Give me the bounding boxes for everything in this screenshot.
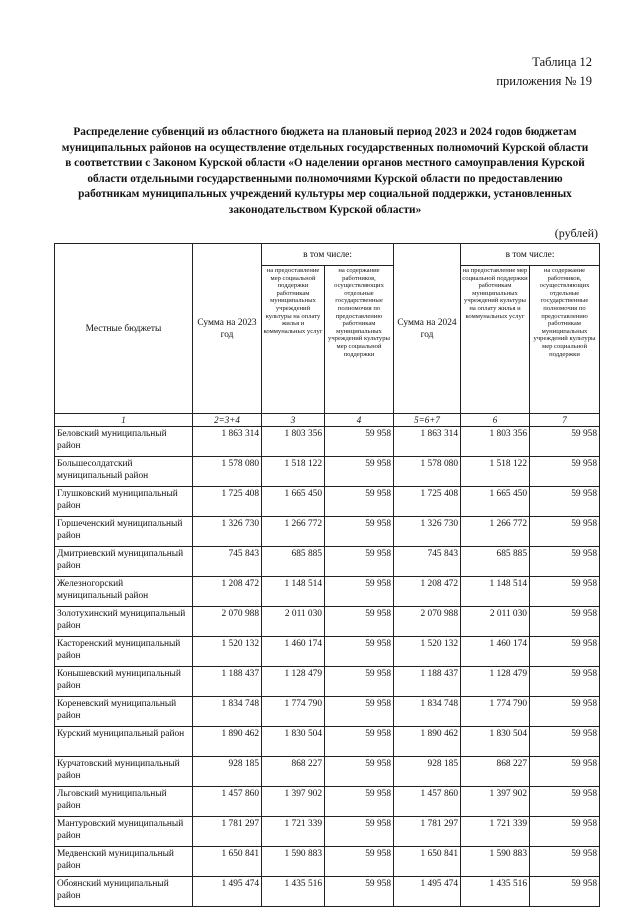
table-row (55, 877, 600, 907)
maintenance-2024-cell: 59 958 (530, 697, 600, 727)
sum-2023-cell: 1 890 462 (193, 727, 262, 757)
document-title: Распределение субвенций из областного бюджета на плановый период 2023 и 2024 годов бюджетам муниципальных районов на осуществление отдельных государственных полномочий Курской области в соответствии с Законом Курской области «О наделении органов местного самоуправления Курской области отдельными государственными полномочиями Курской области по предоставлению работникам муниципальных учреждений культуры мер социальной поддержки, установленных законодательством Курской области» (61, 126, 589, 216)
housing-2023-cell: 1 397 902 (262, 787, 325, 817)
housing-2023-cell: 1 128 479 (262, 667, 325, 697)
column-header-housing-2023: на предоставление мер социальной поддержки работникам муниципальных учреждений культуры на оплату жилья и коммунальных услуг (262, 266, 325, 414)
table-row (55, 727, 600, 757)
district-name-cell: Дмитриевский муниципальный район (55, 547, 193, 577)
table-row (55, 847, 600, 877)
table-number-label: Таблица 12 (532, 55, 592, 69)
housing-2024-cell: 1 266 772 (461, 517, 530, 547)
maintenance-2024-cell: 59 958 (530, 877, 600, 907)
sum-2024-cell: 1 578 080 (394, 457, 461, 487)
column-numbers-row (55, 414, 600, 427)
sum-2023-cell: 1 208 472 (193, 577, 262, 607)
sum-2024-cell: 2 070 988 (394, 607, 461, 637)
sum-2024-cell: 1 863 314 (394, 427, 461, 457)
housing-2024-cell: 1 830 504 (461, 727, 530, 757)
maintenance-2023-cell: 59 958 (325, 667, 394, 697)
maintenance-2023-cell: 59 958 (325, 427, 394, 457)
housing-2023-cell: 868 227 (262, 757, 325, 787)
table-row (55, 577, 600, 607)
maintenance-2024-cell: 59 958 (530, 487, 600, 517)
housing-2023-cell: 1 830 504 (262, 727, 325, 757)
maintenance-2024-cell: 59 958 (530, 457, 600, 487)
district-name-cell: Конышевский муниципальный район (55, 667, 193, 697)
housing-2023-cell: 1 435 516 (262, 877, 325, 907)
district-name-cell: Золотухинский муниципальный район (55, 607, 193, 637)
maintenance-2023-cell: 59 958 (325, 637, 394, 667)
housing-2024-cell: 868 227 (461, 757, 530, 787)
housing-2024-cell: 685 885 (461, 547, 530, 577)
sum-2023-cell: 1 863 314 (193, 427, 262, 457)
maintenance-2023-cell: 59 958 (325, 727, 394, 757)
district-name-cell: Курчатовский муниципальный район (55, 757, 193, 787)
housing-2024-cell: 1 518 122 (461, 457, 530, 487)
maintenance-2023-cell: 59 958 (325, 607, 394, 637)
sum-2023-cell: 1 725 408 (193, 487, 262, 517)
housing-2024-cell: 1 721 339 (461, 817, 530, 847)
sum-2023-cell: 2 070 988 (193, 607, 262, 637)
maintenance-2023-cell: 59 958 (325, 577, 394, 607)
table-row (55, 457, 600, 487)
maintenance-2023-cell: 59 958 (325, 847, 394, 877)
maintenance-2023-cell: 59 958 (325, 787, 394, 817)
housing-2023-cell: 1 590 883 (262, 847, 325, 877)
district-name-cell: Обоянский муниципальный район (55, 877, 193, 907)
district-name-cell: Льговский муниципальный район (55, 787, 193, 817)
sum-2024-cell: 1 326 730 (394, 517, 461, 547)
table-row (55, 637, 600, 667)
column-number: 1 (55, 414, 193, 427)
maintenance-2024-cell: 59 958 (530, 787, 600, 817)
maintenance-2023-cell: 59 958 (325, 817, 394, 847)
sum-2024-cell: 1 834 748 (394, 697, 461, 727)
column-number: 6 (461, 414, 530, 427)
maintenance-2024-cell: 59 958 (530, 667, 600, 697)
district-name-cell: Мантуровский муниципальный район (55, 817, 193, 847)
housing-2024-cell: 1 435 516 (461, 877, 530, 907)
district-name-cell: Курский муниципальный район (55, 727, 193, 757)
housing-2023-cell: 1 774 790 (262, 697, 325, 727)
column-header-in-that-number-2023: в том числе: (262, 244, 394, 266)
housing-2024-cell: 1 397 902 (461, 787, 530, 817)
sum-2023-cell: 1 834 748 (193, 697, 262, 727)
sum-2024-cell: 1 188 437 (394, 667, 461, 697)
sum-2024-cell: 1 457 860 (394, 787, 461, 817)
housing-2023-cell: 1 518 122 (262, 457, 325, 487)
housing-2023-cell: 1 266 772 (262, 517, 325, 547)
sum-2024-cell: 745 843 (394, 547, 461, 577)
housing-2024-cell: 1 774 790 (461, 697, 530, 727)
table-row (55, 757, 600, 787)
district-name-cell: Горшеченский муниципальный район (55, 517, 193, 547)
maintenance-2023-cell: 59 958 (325, 697, 394, 727)
housing-2024-cell: 1 128 479 (461, 667, 530, 697)
column-header-budgets: Местные бюджеты (55, 244, 193, 414)
housing-2024-cell: 2 011 030 (461, 607, 530, 637)
maintenance-2023-cell: 59 958 (325, 547, 394, 577)
housing-2023-cell: 1 148 514 (262, 577, 325, 607)
maintenance-2024-cell: 59 958 (530, 757, 600, 787)
housing-2023-cell: 1 460 174 (262, 637, 325, 667)
sum-2023-cell: 1 457 860 (193, 787, 262, 817)
sum-2023-cell: 1 495 474 (193, 877, 262, 907)
table-row (55, 547, 600, 577)
maintenance-2024-cell: 59 958 (530, 577, 600, 607)
housing-2023-cell: 685 885 (262, 547, 325, 577)
subventions-table (54, 243, 600, 907)
housing-2024-cell: 1 803 356 (461, 427, 530, 457)
maintenance-2024-cell: 59 958 (530, 607, 600, 637)
district-name-cell: Беловский муниципальный район (55, 427, 193, 457)
sum-2024-cell: 1 650 841 (394, 847, 461, 877)
housing-2023-cell: 1 665 450 (262, 487, 325, 517)
column-header-sum-2024: Сумма на 2024 год (394, 244, 461, 414)
district-name-cell: Кореневский муниципальный район (55, 697, 193, 727)
sum-2024-cell: 1 890 462 (394, 727, 461, 757)
units-label: (рублей) (554, 226, 598, 240)
sum-2024-cell: 1 781 297 (394, 817, 461, 847)
housing-2024-cell: 1 148 514 (461, 577, 530, 607)
sum-2023-cell: 1 326 730 (193, 517, 262, 547)
column-header-maintenance-2023: на содержание работников, осуществляющих отдельные государственные полномочия по предоставлению работникам муниципальных учреждений культуры мер социальной поддержки (325, 266, 394, 414)
maintenance-2024-cell: 59 958 (530, 727, 600, 757)
maintenance-2024-cell: 59 958 (530, 817, 600, 847)
column-number: 4 (325, 414, 394, 427)
district-name-cell: Большесолдатский муниципальный район (55, 457, 193, 487)
sum-2024-cell: 1 495 474 (394, 877, 461, 907)
table-row (55, 667, 600, 697)
maintenance-2024-cell: 59 958 (530, 547, 600, 577)
sum-2024-cell: 928 185 (394, 757, 461, 787)
table-row (55, 487, 600, 517)
sum-2023-cell: 1 520 132 (193, 637, 262, 667)
sum-2024-cell: 1 208 472 (394, 577, 461, 607)
sum-2024-cell: 1 520 132 (394, 637, 461, 667)
maintenance-2024-cell: 59 958 (530, 517, 600, 547)
housing-2024-cell: 1 590 883 (461, 847, 530, 877)
maintenance-2023-cell: 59 958 (325, 457, 394, 487)
housing-2023-cell: 1 803 356 (262, 427, 325, 457)
sum-2023-cell: 928 185 (193, 757, 262, 787)
sum-2023-cell: 745 843 (193, 547, 262, 577)
table-row (55, 427, 600, 457)
housing-2024-cell: 1 665 450 (461, 487, 530, 517)
column-header-sum-2023: Сумма на 2023 год (193, 244, 262, 414)
housing-2023-cell: 1 721 339 (262, 817, 325, 847)
sum-2023-cell: 1 578 080 (193, 457, 262, 487)
maintenance-2024-cell: 59 958 (530, 637, 600, 667)
column-header-housing-2024: на предоставление мер социальной поддержки работникам муниципальных учреждений культуры на оплату жилья и коммунальных услуг (461, 266, 530, 414)
district-name-cell: Медвенский муниципальный район (55, 847, 193, 877)
column-number: 7 (530, 414, 600, 427)
housing-2024-cell: 1 460 174 (461, 637, 530, 667)
district-name-cell: Касторенский муниципальный район (55, 637, 193, 667)
maintenance-2024-cell: 59 958 (530, 847, 600, 877)
column-number: 2=3+4 (193, 414, 262, 427)
appendix-label: приложения № 19 (496, 74, 592, 88)
maintenance-2023-cell: 59 958 (325, 517, 394, 547)
maintenance-2023-cell: 59 958 (325, 757, 394, 787)
maintenance-2024-cell: 59 958 (530, 427, 600, 457)
sum-2023-cell: 1 781 297 (193, 817, 262, 847)
sum-2023-cell: 1 650 841 (193, 847, 262, 877)
column-header-in-that-number-2024: в том числе: (461, 244, 600, 266)
table-row (55, 517, 600, 547)
table-row (55, 787, 600, 817)
table-row (55, 817, 600, 847)
district-name-cell: Глушковский муниципальный район (55, 487, 193, 517)
column-number: 3 (262, 414, 325, 427)
table-row (55, 607, 600, 637)
table-row (55, 697, 600, 727)
housing-2023-cell: 2 011 030 (262, 607, 325, 637)
column-header-maintenance-2024: на содержание работников, осуществляющих отдельные государственные полномочия по предоставлению работникам муниципальных учреждений культуры мер социальной поддержки (530, 266, 600, 414)
district-name-cell: Железногорский муниципальный район (55, 577, 193, 607)
maintenance-2023-cell: 59 958 (325, 877, 394, 907)
maintenance-2023-cell: 59 958 (325, 487, 394, 517)
sum-2024-cell: 1 725 408 (394, 487, 461, 517)
sum-2023-cell: 1 188 437 (193, 667, 262, 697)
column-number: 5=6+7 (394, 414, 461, 427)
